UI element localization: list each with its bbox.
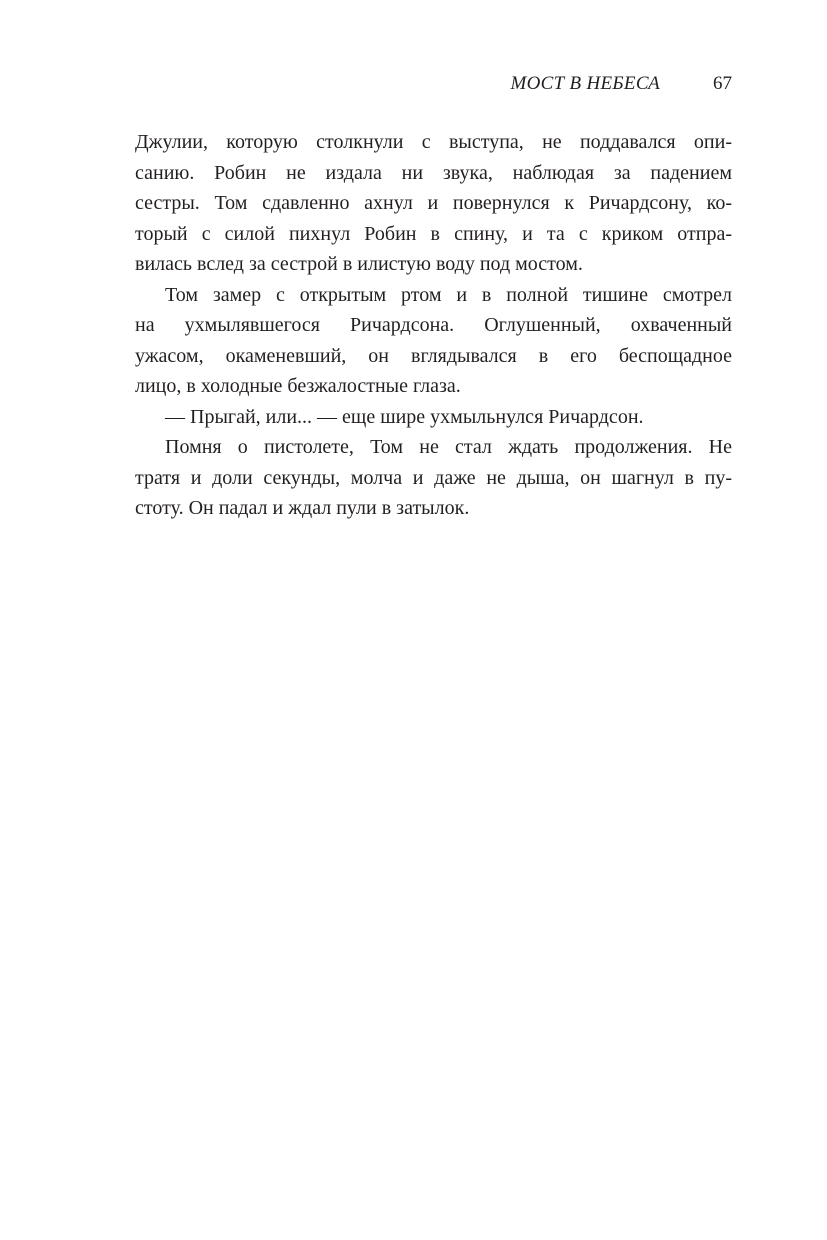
text-line: Джулии, которую столкнули с выступа, не поддавался опи- <box>135 131 732 153</box>
text-line: — Прыгай, или... — еще шире ухмыльнулся Ричардсон. <box>165 405 644 428</box>
text-line: ужасом, окаменевший, он вглядывался в его беспощадное <box>135 344 732 367</box>
running-header <box>135 70 732 98</box>
text-line: тратя и доли секунды, молча и даже не дыша, он шагнул в пу- <box>135 466 732 489</box>
text-line: Том замер с открытым ртом и в полной тишине смотрел <box>165 283 732 306</box>
text-line: лицо, в холодные безжалостные глаза. <box>135 375 461 397</box>
body-text <box>135 127 732 524</box>
text-line: торый с силой пихнул Робин в спину, и та с криком отпра- <box>135 222 732 245</box>
text-line: сестры. Том сдавленно ахнул и повернулся к Ричардсону, ко- <box>135 192 732 214</box>
text-line: Помня о пистолете, Том не стал ждать продолжения. Не <box>165 436 732 458</box>
text-line: санию. Робин не издала ни звука, наблюдая за падением <box>135 161 732 184</box>
text-line: стоту. Он падал и ждал пули в затылок. <box>135 497 470 519</box>
text-line: на ухмылявшегося Ричардсона. Оглушенный, охваченный <box>135 314 732 336</box>
running-title: МОСТ В НЕБЕСА <box>510 73 660 94</box>
page-number: 67 <box>713 73 732 94</box>
text-line: вилась вслед за сестрой в илистую воду под мостом. <box>135 253 583 275</box>
